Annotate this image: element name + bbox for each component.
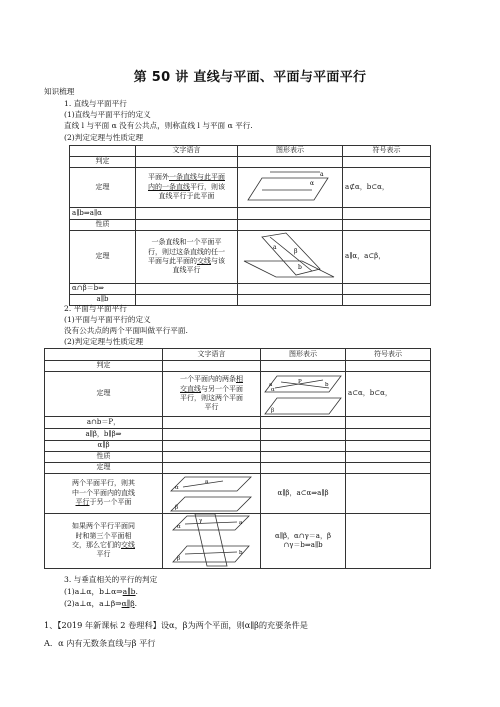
label2-xingzhi: 性质	[45, 452, 163, 463]
question-stem: 1、【2019 年新课标 2 卷理科】设α，β为两个平面，则α∥β的充要条件是	[44, 620, 308, 630]
fig3-label-beta: β	[175, 504, 179, 511]
criterion2-conclusion: α∥β	[45, 441, 163, 452]
line-plane-theorem-table	[69, 145, 431, 306]
fig4-label-b: b	[239, 550, 243, 556]
s2-sub2: (2)判定定理与性质定理	[64, 337, 144, 346]
s3-heading: 3. 与垂直相关的平行的判定	[64, 575, 158, 584]
property3-figure	[163, 514, 261, 569]
fig2-label-b: b	[325, 382, 329, 388]
header2-symbol: 符号表示	[346, 349, 431, 361]
fig3-label-alpha: α	[175, 484, 179, 491]
criterion-symbol: a⊄α，b⊂α，	[343, 168, 431, 208]
property3-symbol: α∥β，α∩γ＝a，β ∩γ＝b⇒a∥b	[261, 514, 346, 569]
label2-dingli-2: 定理	[45, 463, 163, 474]
page-title: 第 50 讲 直线与平面、平面与平面平行	[133, 70, 367, 85]
label-xingzhi: 性质	[70, 220, 136, 231]
s3-line1: (1)a⊥α，b⊥α⇒a∥b.	[64, 587, 138, 596]
label-dingli: 定理	[70, 168, 136, 208]
header-figure: 图形表示	[238, 146, 343, 157]
property-figure	[238, 231, 343, 284]
s2-heading: 2. 平面与平面平行	[64, 304, 127, 313]
header-text: 文字语言	[136, 146, 238, 157]
label2-dingli: 定理	[45, 372, 163, 417]
property-text: 一条直线和一个平面平 行，则过这条直线的任一 平面与此平面的交线与该 直线平行	[136, 231, 238, 284]
s1-definition: 直线 l 与平面 α 没有公共点，则称直线 l 与平面 α 平行.	[64, 121, 253, 130]
criterion2-text: 一个平面内的两条相 交直线与另一个平面 平行，则这两个平面 平行	[163, 372, 261, 417]
section-label: 知识梳理	[44, 87, 75, 96]
s2-definition: 没有公共点的两个平面叫做平行平面.	[64, 326, 188, 335]
criterion2-cond2: a∥β，b∥β⇒	[45, 429, 163, 441]
criterion-conclusion: a∥b⇒a∥α	[70, 208, 136, 220]
property3-text: 如果两个平行平面同 时和第三个平面相 交，那么它们的交线 平行	[45, 514, 163, 569]
s1-sub1: (1)直线与平面平行的定义	[64, 110, 151, 119]
s3-line2: (2)a⊥α，a⊥β⇒α∥β.	[64, 599, 138, 608]
header-symbol: 符号表示	[343, 146, 431, 157]
header-blank	[70, 146, 136, 157]
fig-label-a2: a	[273, 244, 277, 251]
criterion2-cond1: a∩b＝P，	[45, 417, 163, 429]
fig3-label-a: a	[205, 478, 209, 485]
property-cond: α∩β＝b⇒	[70, 284, 136, 295]
header2-text: 文字语言	[163, 349, 261, 361]
property-symbol: a∥α，a⊂β，	[343, 231, 431, 284]
criterion-text: 平面外一条直线与此平面 内的一条直线平行，则该 直线平行于此平面	[136, 168, 238, 208]
property-conclusion: a∥b	[70, 295, 136, 306]
fig2-label-alpha: α	[271, 387, 275, 393]
property2-text: 两个平面平行，则其 中一个平面内的直线 平行于另一个平面	[45, 474, 163, 514]
fig2-label-beta: β	[271, 408, 275, 414]
property2-symbol: α∥β，a⊂α⇒a∥β	[261, 474, 346, 514]
fig2-label-a: a	[269, 382, 273, 388]
label-dingli-2: 定理	[70, 231, 136, 284]
label2-panduan: 判定	[45, 361, 163, 372]
property2-figure	[163, 474, 261, 514]
s1-sub2: (2)判定定理与性质定理	[64, 133, 144, 142]
s2-sub1: (1)平面与平面平行的定义	[64, 315, 151, 324]
question-option-a: A．α 内有无数条直线与β 平行	[44, 638, 156, 648]
criterion2-figure	[261, 372, 346, 417]
fig2-label-P: P	[298, 379, 302, 385]
header2-figure: 图形表示	[261, 349, 346, 361]
fig4-label-alpha: α	[177, 524, 181, 530]
fig4-label-gamma: γ	[199, 518, 203, 524]
criterion2-symbol: a⊂α，b⊂α，	[346, 372, 431, 417]
s1-heading: 1. 直线与平面平行	[64, 99, 127, 108]
fig4-label-beta: β	[177, 556, 181, 562]
fig4-label-a: a	[239, 520, 243, 526]
criterion-figure	[238, 168, 343, 208]
label-panduan: 判定	[70, 157, 136, 168]
fig-label-alpha: α	[310, 179, 315, 187]
fig-label-beta: β	[294, 248, 298, 255]
fig-label-a: a	[320, 170, 324, 178]
fig-label-b: b	[298, 264, 302, 271]
plane-plane-theorem-table	[44, 348, 431, 569]
